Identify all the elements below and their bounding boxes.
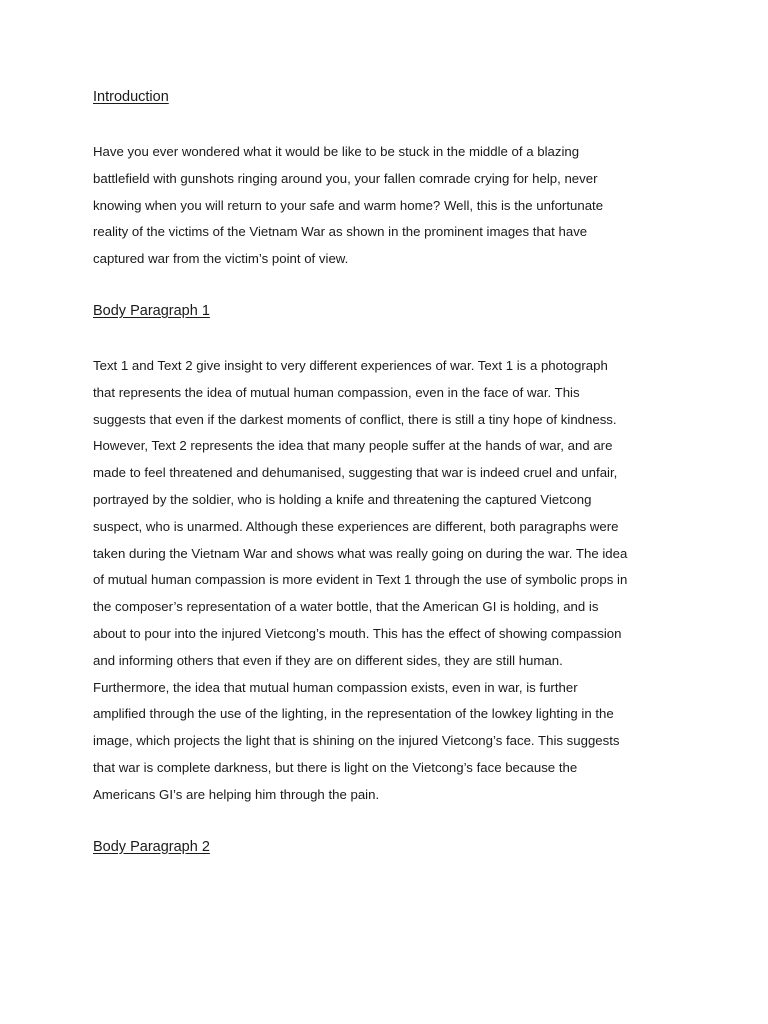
text-line: knowing when you will return to your safe and warm home? Well, this is the unfortunate <box>93 197 604 213</box>
text-line: suggests that even if the darkest moments of conflict, there is still a tiny hope of kindness. <box>93 411 617 427</box>
text-line: suspect, who is unarmed. Although these experiences are different, both paragraphs were <box>93 518 619 534</box>
text-line: portrayed by the soldier, who is holding a knife and threatening the captured Vietcong <box>93 491 592 507</box>
text-line: Furthermore, the idea that mutual human compassion exists, even in war, is further <box>93 679 578 695</box>
text-line: taken during the Vietnam War and shows what was really going on during the war. The idea <box>93 545 628 561</box>
text-line: captured war from the victim’s point of view. <box>93 251 349 267</box>
text-line: that represents the idea of mutual human compassion, even in the face of war. This <box>93 384 580 400</box>
text-line: amplified through the use of the lighting, in the representation of the lowkey lighting in the <box>93 706 614 722</box>
section-heading-introduction: Introduction <box>93 89 169 105</box>
text-line: the composer’s representation of a water bottle, that the American GI is holding, and is <box>93 599 599 615</box>
document-page <box>93 86 683 858</box>
section-heading-body-paragraph-1: Body Paragraph 1 <box>93 302 210 319</box>
text-line: image, which projects the light that is shining on the injured Vietcong’s face. This suggests <box>93 733 620 749</box>
text-line: reality of the victims of the Vietnam War as shown in the prominent images that have <box>93 224 588 240</box>
text-line: Text 1 and Text 2 give insight to very different experiences of war. Text 1 is a photograph <box>93 357 608 373</box>
text-line: that war is complete darkness, but there is light on the Vietcong’s face because the <box>93 759 578 775</box>
text-line: However, Text 2 represents the idea that many people suffer at the hands of war, and are <box>93 438 613 454</box>
text-line: about to pour into the injured Vietcong’s mouth. This has the effect of showing compassion <box>93 625 622 641</box>
paragraph-introduction <box>93 139 683 273</box>
text-line: of mutual human compassion is more evident in Text 1 through the use of symbolic props in <box>93 572 628 588</box>
section-heading-body-paragraph-2: Body Paragraph 2 <box>93 838 210 855</box>
text-line: battlefield with gunshots ringing around you, your fallen comrade crying for help, never <box>93 170 598 186</box>
text-line: Have you ever wondered what it would be like to be stuck in the middle of a blazing <box>93 144 580 159</box>
paragraph-body-1 <box>93 353 683 809</box>
text-line: and informing others that even if they are on different sides, they are still human. <box>93 652 563 668</box>
text-line: Americans GI’s are helping him through the pain. <box>93 786 380 802</box>
text-line: made to feel threatened and dehumanised, suggesting that war is indeed cruel and unfair, <box>93 465 618 481</box>
